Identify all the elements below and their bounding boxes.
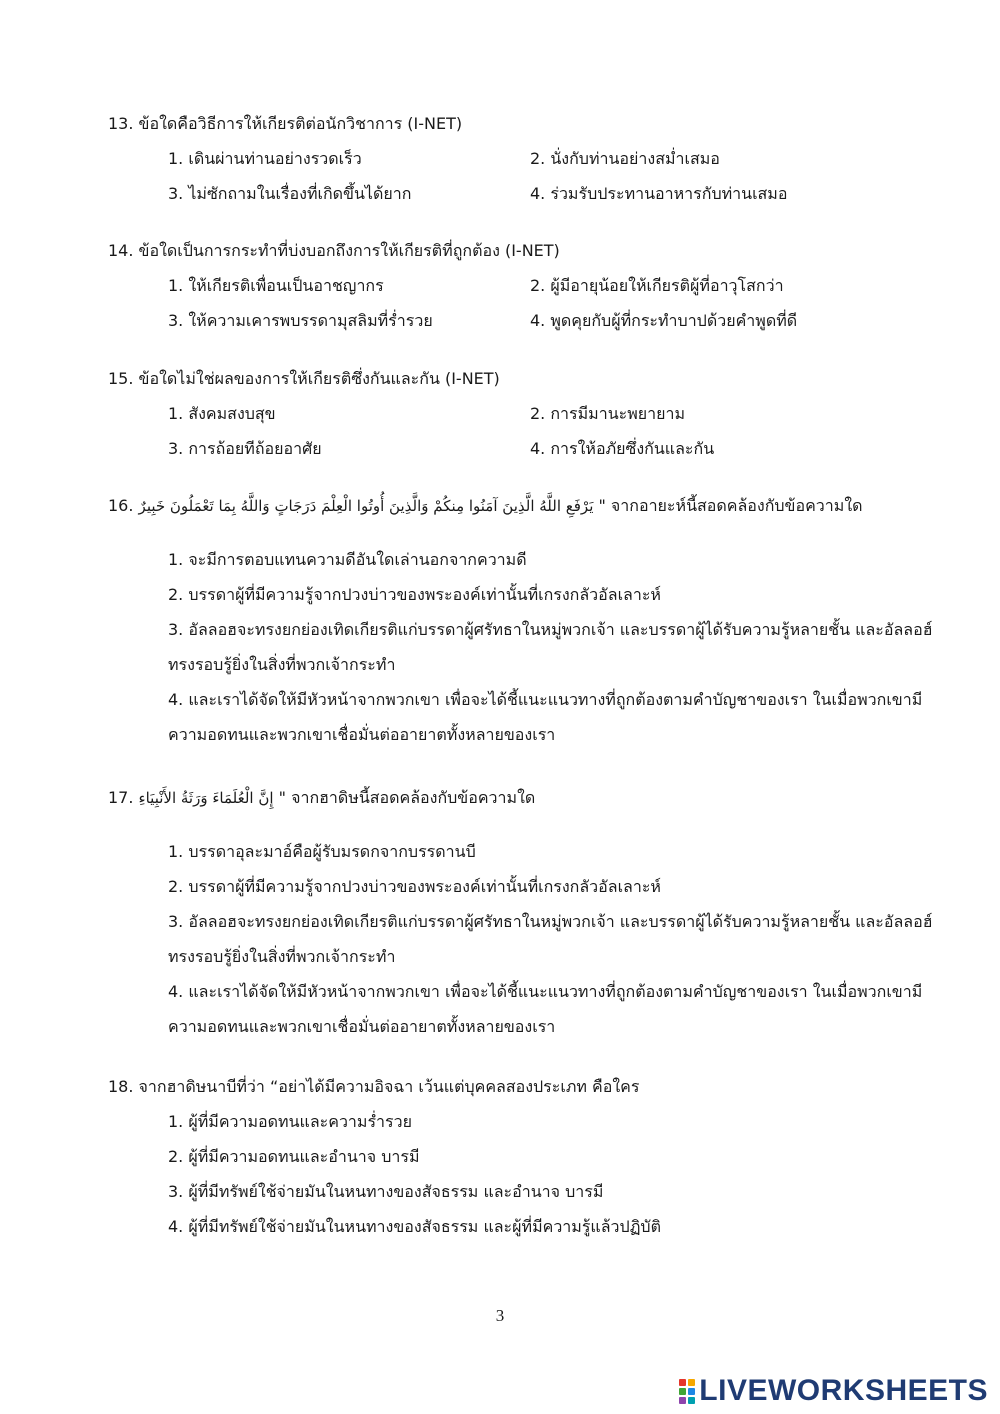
question-15 [108,361,938,466]
question-15-option-3[interactable]: 3. การถ้อยทีถ้อยอาศัย [168,439,322,458]
question-13-text: 13. ข้อใดคือวิธีการให้เกียรติต่อนักวิชาการ (I-NET) [108,114,463,133]
question-13-option-2[interactable]: 2. นั่งกับท่านอย่างสม่ำเสมอ [530,149,720,168]
question-16-option-3[interactable]: 3. อัลลอฮจะทรงยกย่องเทิดเกียรติแก่บรรดาผู้ศรัทธาในหมู่พวกเจ้า และบรรดาผู้ได้รับความรู้หลายชั้น และอัลลอฮ์ทรงรอบรู้ยิ่งในสิ่งที่พวกเจ้ากระทำ [168,620,933,674]
question-15-option-4[interactable]: 4. การให้อภัยซึ่งกันและกัน [530,439,715,458]
question-18-text: 18. จากฮาดิษนาบีที่ว่า “อย่าได้มีความอิจฉา เว้นแต่บุคคลสองประเภท คือใคร [108,1077,640,1096]
question-13-option-3[interactable]: 3. ไม่ซักถามในเรื่องที่เกิดขึ้นได้ยาก [168,184,412,203]
question-17 [108,780,938,1044]
question-13-option-1[interactable]: 1. เดินผ่านท่านอย่างรวดเร็ว [168,149,362,168]
question-18-option-3[interactable]: 3. ผู้ที่มีทรัพย์ใช้จ่ายมันในหนทางของสัจธรรม และอำนาจ บารมี [168,1182,604,1201]
question-16-text: 16. يَرْفَعِ اللَّهُ الَّذِينَ آمَنُوا مِنكُمْ وَالَّذِينَ أُوتُوا الْعِلْمَ دَرَجَاتٍ وَاللَّهُ بِمَا تَعْمَلُونَ خَبِيرٌ " จากอายะห์นี้สอดคล้องกับข้อความใด [108,496,863,515]
question-15-text: 15. ข้อใดไม่ใช่ผลของการให้เกียรติซึ่งกันและกัน (I-NET) [108,369,500,388]
page-number: 3 [495,1306,505,1325]
liveworksheets-watermark [679,1374,988,1408]
question-18-option-4[interactable]: 4. ผู้ที่มีทรัพย์ใช้จ่ายมันในหนทางของสัจธรรม และผู้ที่มีความรู้แล้วปฏิบัติ [168,1217,661,1236]
question-14-option-2[interactable]: 2. ผู้มีอายุน้อยให้เกียรติผู้ที่อาวุโสกว่า [530,276,784,295]
question-15-option-1[interactable]: 1. สังคมสงบสุข [168,404,276,423]
question-16-option-2[interactable]: 2. บรรดาผู้ที่มีความรู้จากปวงบ่าวของพระองค์เท่านั้นที่เกรงกลัวอัลเลาะห์ [168,585,661,604]
question-16-option-1[interactable]: 1. จะมีการตอบแทนความดีอันใดเล่านอกจากความดี [168,550,527,569]
question-14 [108,233,938,338]
question-14-option-4[interactable]: 4. พูดคุยกับผู้ที่กระทำบาปด้วยคำพูดที่ดี [530,311,798,330]
question-18 [108,1069,938,1244]
question-17-text: 17. إِنَّ الْعُلَمَاءَ وَرَثَةُ الأَنْبِيَاءِ " จากฮาดิษนี้สอดคล้องกับข้อความใด [108,788,536,807]
hadith-arabic: إِنَّ الْعُلَمَاءَ وَرَثَةُ الأَنْبِيَاءِ [138,789,274,807]
liveworksheets-logo-icon [679,1379,695,1404]
question-14-option-3[interactable]: 3. ให้ความเคารพบรรดามุสลิมที่ร่ำรวย [168,311,433,330]
question-17-option-4[interactable]: 4. และเราได้จัดให้มีหัวหน้าจากพวกเขา เพื่อจะได้ชี้แนะแนวทางที่ถูกต้องตามคำบัญชาของเรา ในเมื่อพวกเขามีความอดทนและพวกเขาเชื่อมั่นต่ออายาตทั้งหลายของเรา [168,982,923,1036]
watermark-text: LIVEWORKSHEETS [699,1374,988,1407]
question-13 [108,106,938,211]
question-13-option-4[interactable]: 4. ร่วมรับประทานอาหารกับท่านเสมอ [530,184,788,203]
question-17-option-2[interactable]: 2. บรรดาผู้ที่มีความรู้จากปวงบ่าวของพระองค์เท่านั้นที่เกรงกลัวอัลเลาะห์ [168,877,661,896]
question-16 [108,488,938,752]
question-17-option-3[interactable]: 3. อัลลอฮจะทรงยกย่องเทิดเกียรติแก่บรรดาผู้ศรัทธาในหมู่พวกเจ้า และบรรดาผู้ได้รับความรู้หลายชั้น และอัลลอฮ์ทรงรอบรู้ยิ่งในสิ่งที่พวกเจ้ากระทำ [168,912,933,966]
question-16-option-4[interactable]: 4. และเราได้จัดให้มีหัวหน้าจากพวกเขา เพื่อจะได้ชี้แนะแนวทางที่ถูกต้องตามคำบัญชาของเรา ในเมื่อพวกเขามีความอดทนและพวกเขาเชื่อมั่นต่ออายาตทั้งหลายของเรา [168,690,923,744]
question-15-option-2[interactable]: 2. การมีมานะพยายาม [530,404,686,423]
question-14-option-1[interactable]: 1. ให้เกียรติเพื่อนเป็นอาชญากร [168,276,384,295]
question-18-option-2[interactable]: 2. ผู้ที่มีความอดทนและอำนาจ บารมี [168,1147,420,1166]
question-14-text: 14. ข้อใดเป็นการกระทำที่บ่งบอกถึงการให้เกียรติที่ถูกต้อง (I-NET) [108,241,560,260]
question-17-option-1[interactable]: 1. บรรดาอุละมาอ์คือผู้รับมรดกจากบรรดานบี [168,842,476,861]
question-18-option-1[interactable]: 1. ผู้ที่มีความอดทนและความร่ำรวย [168,1112,412,1131]
quran-verse-arabic: يَرْفَعِ اللَّهُ الَّذِينَ آمَنُوا مِنكُمْ وَالَّذِينَ أُوتُوا الْعِلْمَ دَرَجَاتٍ وَاللَّهُ بِمَا تَعْمَلُونَ خَبِيرٌ [138,497,594,515]
